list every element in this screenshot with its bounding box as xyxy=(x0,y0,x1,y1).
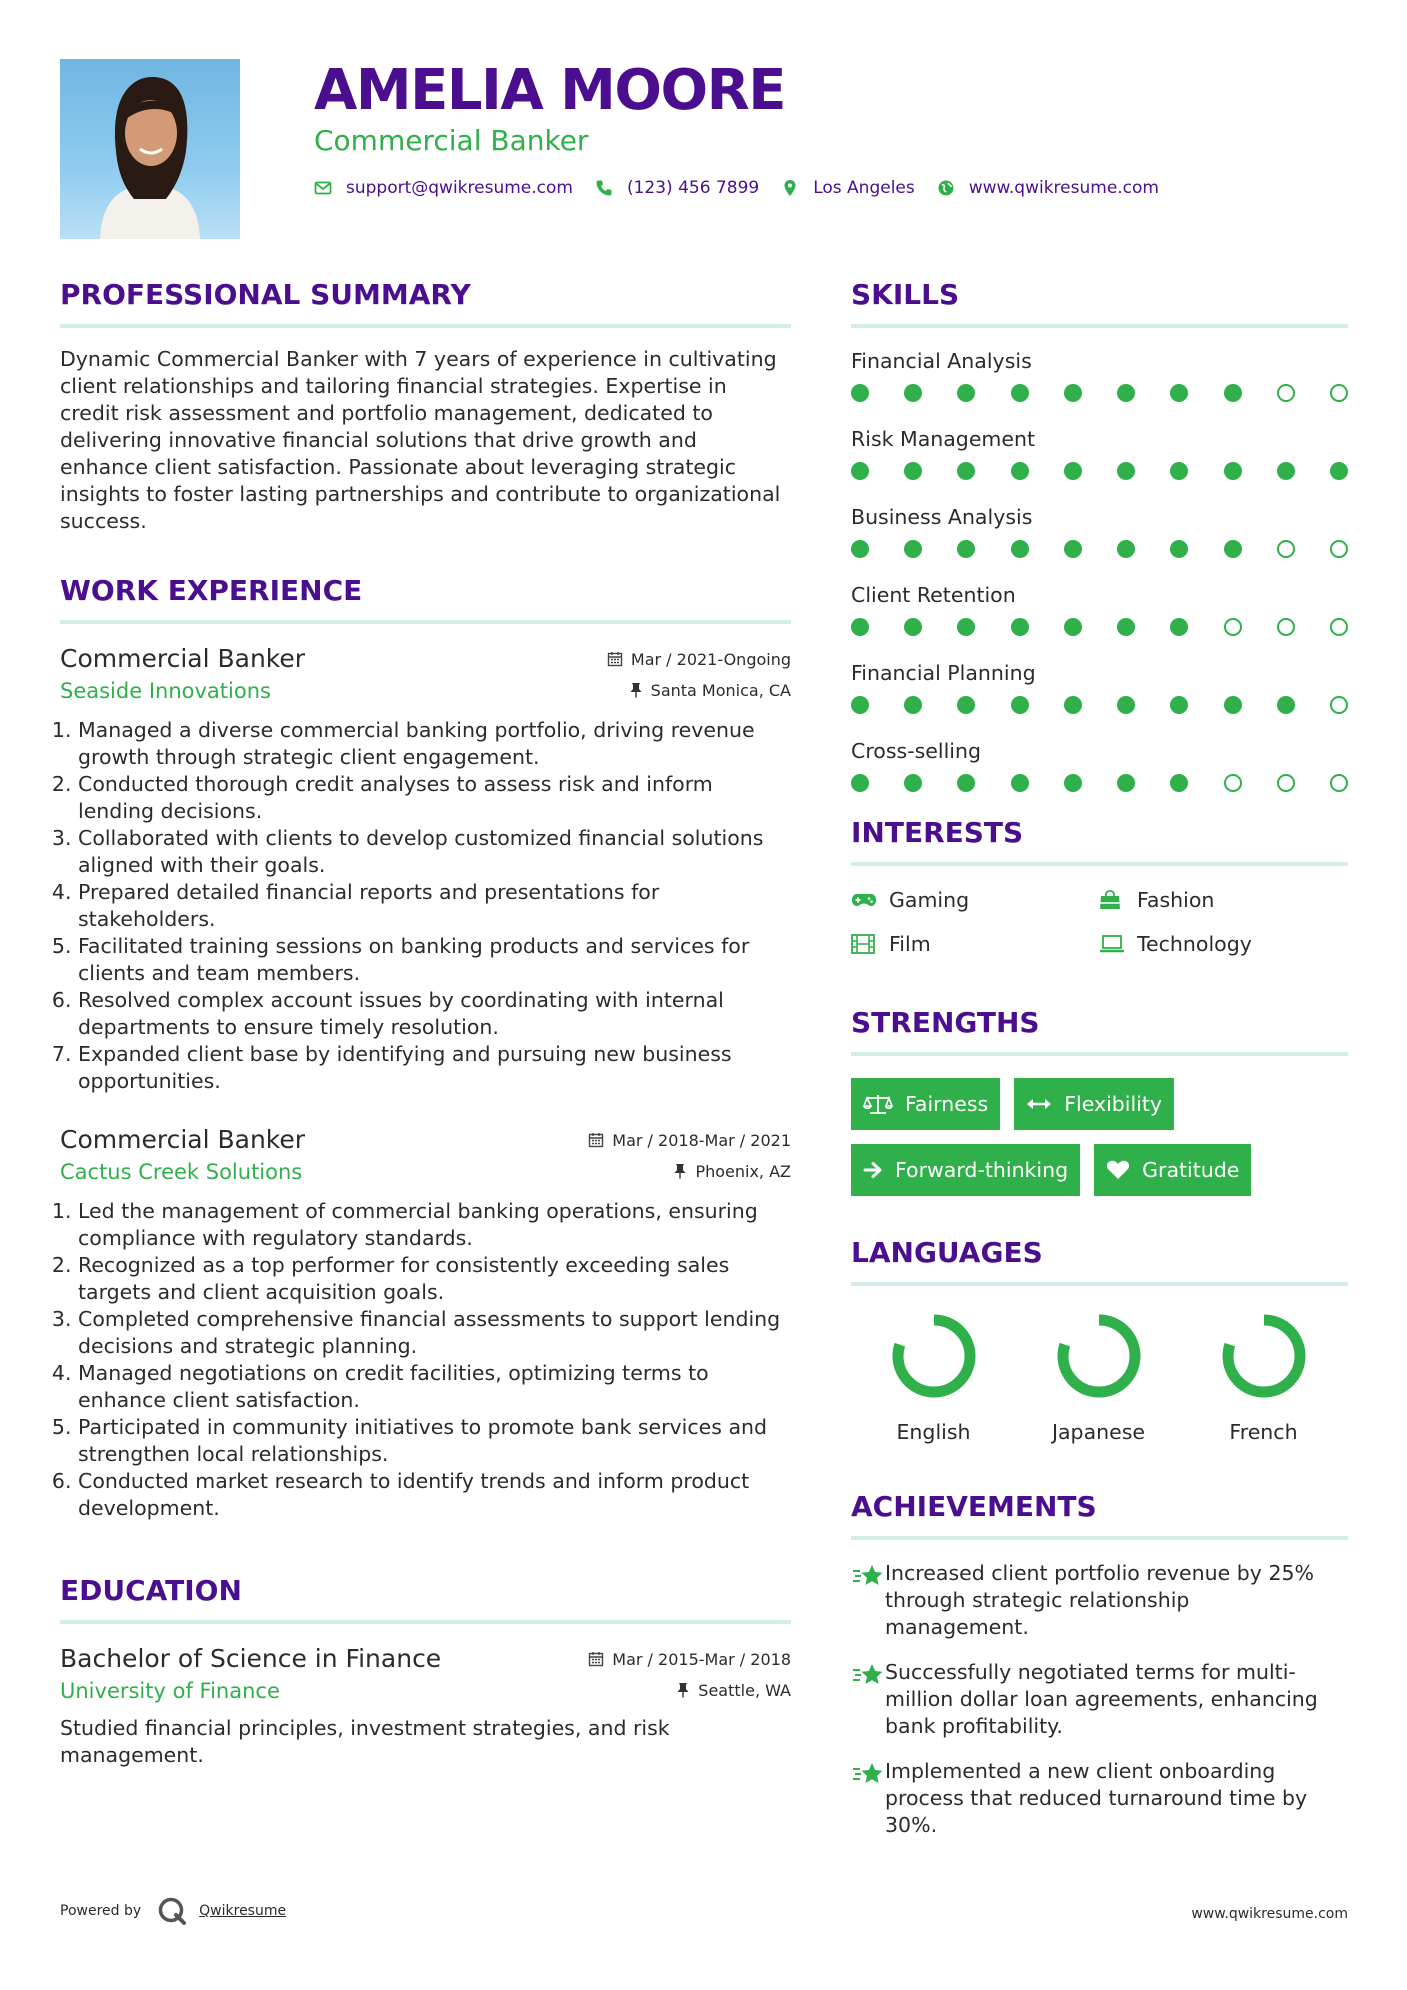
contact-phone[interactable]: (123) 456 7899 xyxy=(626,178,760,198)
job-location xyxy=(629,681,791,700)
list-item: 3. Collaborated with clients to develop customized financial solutions aligned with their goals. xyxy=(78,825,791,879)
rating-dot-filled xyxy=(1117,462,1135,480)
rating-dot-filled xyxy=(1064,540,1082,558)
school-name: University of Finance xyxy=(60,1679,280,1703)
arrow-right-icon xyxy=(863,1161,883,1179)
rating-dot-empty xyxy=(1224,774,1242,792)
section-divider xyxy=(851,862,1348,866)
rating-dot-filled xyxy=(1064,384,1082,402)
powered-by-label: Powered by xyxy=(60,1903,142,1919)
rating-dot-filled xyxy=(957,462,975,480)
language-item xyxy=(1181,1308,1346,1444)
job-location-text: Santa Monica, CA xyxy=(650,680,791,700)
summary-section xyxy=(60,276,791,535)
achievement-item xyxy=(851,1659,1348,1740)
heart-icon xyxy=(1106,1160,1130,1180)
rating-dot-filled xyxy=(957,540,975,558)
achievement-item xyxy=(851,1560,1348,1641)
education-heading: EDUCATION xyxy=(60,1574,242,1607)
languages-section xyxy=(851,1234,1348,1444)
rating-dot-filled xyxy=(1170,462,1188,480)
section-divider xyxy=(60,324,791,328)
skill-name: Risk Management xyxy=(851,427,1036,451)
strength-label: Forward-thinking xyxy=(895,1158,1069,1182)
left-column xyxy=(60,276,791,1769)
strength-badge xyxy=(851,1078,1000,1130)
calendar-icon xyxy=(588,1132,604,1148)
gamepad-icon xyxy=(851,890,877,910)
star-icon xyxy=(851,1758,885,1839)
list-item: 6. Conducted market research to identify trends and inform product development. xyxy=(78,1468,791,1522)
interests-heading: INTERESTS xyxy=(851,816,1024,849)
profile-photo xyxy=(60,59,240,239)
language-label: Japanese xyxy=(1051,1420,1146,1444)
education-dates-text: Mar / 2015-Mar / 2018 xyxy=(612,1649,791,1669)
strength-badge xyxy=(1014,1078,1174,1130)
rating-dot-filled xyxy=(1224,384,1242,402)
achievement-text: Increased client portfolio revenue by 25% through strategic relationship management. xyxy=(885,1561,1315,1639)
job-role: Commercial Banker xyxy=(60,644,306,673)
rating-dot-empty xyxy=(1330,618,1348,636)
list-item: 2. Conducted thorough credit analyses to assess risk and inform lending decisions. xyxy=(78,771,791,825)
list-item: 1. Led the management of commercial banking operations, ensuring compliance with regulatory standards. xyxy=(78,1198,791,1252)
rating-dot-filled xyxy=(1224,696,1242,714)
candidate-title: Commercial Banker xyxy=(314,124,589,157)
list-item: 4. Prepared detailed financial reports and presentations for stakeholders. xyxy=(78,879,791,933)
rating-dot-filled xyxy=(1224,462,1242,480)
rating-dot-filled xyxy=(904,618,922,636)
degree-title: Bachelor of Science in Finance xyxy=(60,1644,442,1673)
rating-dot-filled xyxy=(1011,618,1029,636)
achievement-item xyxy=(851,1758,1348,1839)
rating-dot-empty xyxy=(1330,696,1348,714)
strengths-list xyxy=(851,1078,1348,1196)
language-level-ring xyxy=(1216,1308,1312,1404)
interests-section xyxy=(851,814,1348,956)
rating-dot-filled xyxy=(1277,462,1295,480)
skill-name: Financial Planning xyxy=(851,661,1036,685)
map-marker-icon xyxy=(781,179,799,197)
rating-dot-empty xyxy=(1330,384,1348,402)
rating-dot-filled xyxy=(904,384,922,402)
strength-badge xyxy=(851,1144,1080,1196)
rating-dot-filled xyxy=(904,774,922,792)
achievements-section xyxy=(851,1488,1348,1839)
rating-dot-filled xyxy=(904,540,922,558)
interest-item xyxy=(851,932,1099,956)
rating-dot-filled xyxy=(1170,696,1188,714)
list-item: 5. Facilitated training sessions on banking products and services for clients and team members. xyxy=(78,933,791,987)
rating-dot-filled xyxy=(1064,462,1082,480)
rating-dot-filled xyxy=(957,774,975,792)
rating-dot-filled xyxy=(1064,696,1082,714)
skill-rating xyxy=(851,618,1348,636)
rating-dot-empty xyxy=(1330,774,1348,792)
contact-bar xyxy=(314,178,1181,198)
education-location-text: Seattle, WA xyxy=(698,1680,791,1700)
rating-dot-filled xyxy=(851,696,869,714)
rating-dot-empty xyxy=(1330,540,1348,558)
rating-dot-filled xyxy=(1117,540,1135,558)
rating-dot-filled xyxy=(1277,696,1295,714)
skill-name: Client Retention xyxy=(851,583,1016,607)
rating-dot-empty xyxy=(1277,540,1295,558)
candidate-name: AMELIA MOORE xyxy=(314,58,785,123)
job-role: Commercial Banker xyxy=(60,1125,306,1154)
section-divider xyxy=(851,324,1348,328)
globe-icon xyxy=(937,179,955,197)
summary-heading: PROFESSIONAL SUMMARY xyxy=(60,278,471,311)
skill-rating xyxy=(851,774,1348,792)
rating-dot-filled xyxy=(1224,540,1242,558)
footer-website[interactable]: www.qwikresume.com xyxy=(1191,1906,1348,1922)
rating-dot-filled xyxy=(1117,696,1135,714)
skill-rating xyxy=(851,462,1348,480)
shopping-bag-icon xyxy=(1099,890,1125,910)
skill-name: Cross-selling xyxy=(851,739,981,763)
list-item: 1. Managed a diverse commercial banking portfolio, driving revenue growth through strategic client engagement. xyxy=(78,717,791,771)
education-description: Studied financial principles, investment strategies, and risk management. xyxy=(60,1716,670,1767)
rating-dot-empty xyxy=(1224,618,1242,636)
skill-name: Financial Analysis xyxy=(851,349,1032,373)
rating-dot-filled xyxy=(904,696,922,714)
interest-label: Gaming xyxy=(889,888,970,912)
education-location xyxy=(676,1681,791,1700)
rating-dot-filled xyxy=(1117,384,1135,402)
laptop-icon xyxy=(1099,934,1125,954)
achievement-text: Successfully negotiated terms for multi-million dollar loan agreements, enhancing bank profitability. xyxy=(885,1660,1318,1738)
balance-scale-icon xyxy=(863,1093,893,1115)
calendar-icon xyxy=(588,1651,604,1667)
rating-dot-empty xyxy=(1277,384,1295,402)
language-level-ring xyxy=(1051,1308,1147,1404)
skill-rating xyxy=(851,384,1348,402)
job-company: Cactus Creek Solutions xyxy=(60,1160,303,1184)
star-icon xyxy=(851,1659,885,1740)
language-item xyxy=(851,1308,1016,1444)
skill-rating xyxy=(851,696,1348,714)
rating-dot-filled xyxy=(851,774,869,792)
strength-badge xyxy=(1094,1144,1251,1196)
rating-dot-filled xyxy=(1011,774,1029,792)
skill-rating xyxy=(851,540,1348,558)
list-item: 7. Expanded client base by identifying and pursuing new business opportunities. xyxy=(78,1041,791,1095)
rating-dot-filled xyxy=(1011,540,1029,558)
rating-dot-filled xyxy=(851,618,869,636)
rating-dot-filled xyxy=(957,384,975,402)
strength-label: Flexibility xyxy=(1064,1092,1163,1116)
interest-item xyxy=(1099,888,1348,912)
rating-dot-filled xyxy=(957,618,975,636)
rating-dot-filled xyxy=(1011,462,1029,480)
rating-dot-filled xyxy=(1170,384,1188,402)
language-label: French xyxy=(1229,1420,1298,1444)
list-item: 6. Resolved complex account issues by coordinating with internal departments to ensure timely resolution. xyxy=(78,987,791,1041)
job-entry xyxy=(60,644,791,1095)
achievements-heading: ACHIEVEMENTS xyxy=(851,1490,1097,1523)
star-icon xyxy=(851,1560,885,1641)
skills-heading: SKILLS xyxy=(851,278,960,311)
section-divider xyxy=(851,1536,1348,1540)
language-level-ring xyxy=(886,1308,982,1404)
qwikresume-logo-icon xyxy=(157,1896,187,1926)
job-entry xyxy=(60,1125,791,1522)
rating-dot-filled xyxy=(1170,774,1188,792)
rating-dot-filled xyxy=(1117,618,1135,636)
list-item: 5. Participated in community initiatives to promote bank services and strengthen local relationships. xyxy=(78,1414,791,1468)
film-icon xyxy=(851,934,877,954)
rating-dot-filled xyxy=(957,696,975,714)
languages-list xyxy=(851,1308,1348,1444)
rating-dot-filled xyxy=(851,540,869,558)
language-item xyxy=(1016,1308,1181,1444)
right-column xyxy=(851,276,1348,1839)
list-item: 3. Completed comprehensive financial assessments to support lending decisions and strategic planning. xyxy=(78,1306,791,1360)
rating-dot-filled xyxy=(1170,540,1188,558)
rating-dot-filled xyxy=(1064,618,1082,636)
achievement-text: Implemented a new client onboarding process that reduced turnaround time by 30%. xyxy=(885,1759,1308,1837)
job-location xyxy=(673,1162,791,1181)
section-divider xyxy=(851,1282,1348,1286)
language-label: English xyxy=(896,1420,971,1444)
qwikresume-link[interactable]: Qwikresume xyxy=(199,1903,287,1919)
list-item: 4. Managed negotiations on credit facilities, optimizing terms to enhance client satisfaction. xyxy=(78,1360,791,1414)
interest-item xyxy=(1099,932,1348,956)
interest-label: Fashion xyxy=(1137,888,1215,912)
pushpin-icon xyxy=(629,682,643,698)
job-duties xyxy=(60,717,791,1095)
pushpin-icon xyxy=(676,1682,690,1698)
rating-dot-filled xyxy=(1064,774,1082,792)
languages-heading: LANGUAGES xyxy=(851,1236,1043,1269)
job-dates xyxy=(607,650,791,669)
arrows-horizontal-icon xyxy=(1026,1096,1052,1112)
summary-text: Dynamic Commercial Banker with 7 years of experience in cultivating client relationships and tailoring financial strategies. Expertise in credit risk assessment and portfolio management, dedicated to delivering innovative financial solutions that drive growth and enhance client satisfaction. Passionate about leveraging strategic insights to foster lasting partnerships and contribute to organizational success. xyxy=(60,347,781,533)
rating-dot-filled xyxy=(904,462,922,480)
education-section xyxy=(60,1572,791,1769)
strength-label: Fairness xyxy=(905,1092,989,1116)
rating-dot-empty xyxy=(1277,618,1295,636)
rating-dot-filled xyxy=(851,462,869,480)
footer-powered-by xyxy=(60,1896,286,1926)
rating-dot-filled xyxy=(1330,462,1348,480)
skills-list xyxy=(851,348,1348,792)
job-location-text: Phoenix, AZ xyxy=(695,1161,791,1181)
rating-dot-empty xyxy=(1277,774,1295,792)
skills-section xyxy=(851,276,1348,792)
section-divider xyxy=(60,620,791,624)
list-item: 2. Recognized as a top performer for consistently exceeding sales targets and client acquisition goals. xyxy=(78,1252,791,1306)
envelope-icon xyxy=(314,179,332,197)
calendar-icon xyxy=(607,651,623,667)
experience-heading: WORK EXPERIENCE xyxy=(60,574,363,607)
interest-label: Technology xyxy=(1137,932,1252,956)
rating-dot-filled xyxy=(1170,618,1188,636)
phone-icon xyxy=(595,179,613,197)
job-dates-text: Mar / 2021-Ongoing xyxy=(630,649,791,669)
job-company: Seaside Innovations xyxy=(60,679,271,703)
job-dates xyxy=(588,1131,791,1150)
skill-name: Business Analysis xyxy=(851,505,1033,529)
experience-section xyxy=(60,572,791,1522)
interests-list xyxy=(851,888,1348,956)
rating-dot-filled xyxy=(851,384,869,402)
pushpin-icon xyxy=(673,1163,687,1179)
interest-label: Film xyxy=(889,932,931,956)
section-divider xyxy=(60,1620,791,1624)
section-divider xyxy=(851,1052,1348,1056)
contact-email[interactable]: support@qwikresume.com xyxy=(346,178,573,198)
job-dates-text: Mar / 2018-Mar / 2021 xyxy=(612,1130,791,1150)
contact-location: Los Angeles xyxy=(813,178,915,198)
rating-dot-filled xyxy=(1117,774,1135,792)
rating-dot-filled xyxy=(1011,696,1029,714)
job-duties xyxy=(60,1198,791,1522)
rating-dot-filled xyxy=(1011,384,1029,402)
strengths-heading: STRENGTHS xyxy=(851,1006,1040,1039)
education-dates xyxy=(588,1650,791,1669)
contact-website[interactable]: www.qwikresume.com xyxy=(968,178,1159,198)
strengths-section xyxy=(851,1004,1348,1196)
interest-item xyxy=(851,888,1099,912)
strength-label: Gratitude xyxy=(1142,1158,1240,1182)
